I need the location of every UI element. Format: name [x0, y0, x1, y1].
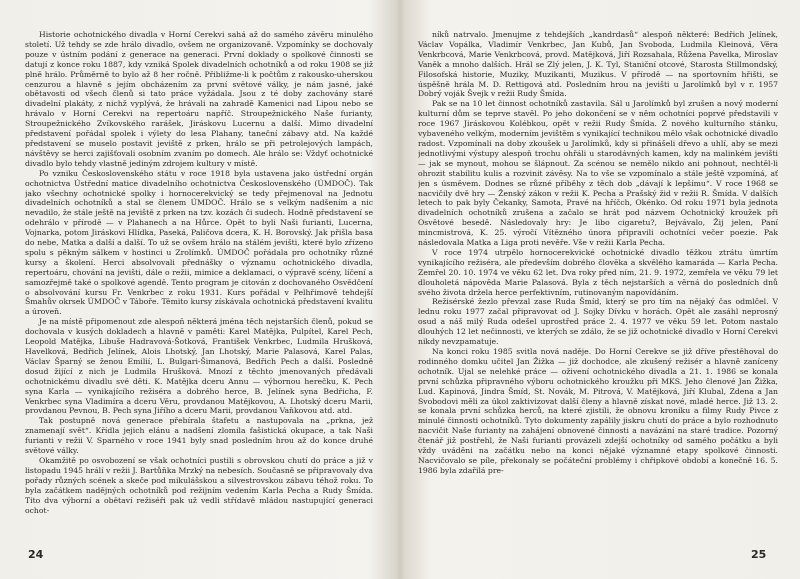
paragraph: V roce 1974 utrpělo hornocerekvické ochotnické divadlo těžkou ztrátu úmrtím vynikajícího režiséra, ale především dobrého člověka a skvělého kamaráda — Karla Pecha. Zemřel 20. 10. 1974 ve věku 62 let. Dva roky před ním, 21. 9. 1972, zemřela ve věku 79 let dlouholetá nápověda Marie Palasová. Byla z těch nejstarších a věrná do posledních dnů svého života držela herce perfektivním, rutinovaným napovídáním. — [418, 247, 778, 297]
right-page — [418, 30, 778, 550]
paragraph: Po vzniku Československého státu v roce 1918 byla ustavena jako ústřední orgán ochotnictva Ústřední matice divadelního ochotnictva Československého (ÚMDOČ). Tak jako všechny ochotnické spolky i hornocerekvický se tedy přejmenoval na Jednotu divadelních ochotníků a stal se členem ÚMDOČ. Hrálo se s velkým nadšením a nic nevadilo, že stále ještě na jeviště z prken na tzv. kozách či sudech. Hodně představení se odehrálo v přírodě — v Plahanech a na Hůrce. Opět to byli Naši furianti, Lucerna, Vojnarka, potom Jiráskovi Hlídka, Paseká, Paličova dcera, K. H. Borovský. Jak přišla basa do nebe, Matka a další a další. To už se ovšem hrálo na stálém jevišti, které bylo zřízeno spolu s pěkným sálkem v hostinci u Zrolímků. ÚMDOČ pořádala pro ochotníky různé kursy a školení. Herci absolvovali přednášky o významu ochotnického divadla, repertoáru, chování na jevišti, dále o režii, mimice a deklamaci, o výpravě scény, líčení a samozřejmě také o spolkové agendě. Tento program je citován z dochovaného Osvědčení o absolvování kursu Fr. Venkrbec z roku 1931. Kurs pořádal v Pelhřimově tehdejší Šmahův okrsek ÚMDOČ v Táboře. Těmito kursy získávala ochotnická představení kvalitu a úroveň. — [25, 168, 373, 317]
paragraph: Okamžitě po osvobození se však ochotníci pustili s obrovskou chutí do práce a již v listopadu 1945 hrálí v režii J. Bartůňka Mrzký na nebesích. Současně se připravovaly dva pořady různých scének a skeče pod mikulášskou a silvestrovskou zábavu téhož roku. To byla začátkem nadějných ochotníků pod režijním vedením Karla Pecha a Rudy Šmída. Tito dva výborní a obětaví režiséři pak už vedli střídavě mládou nastupující generaci ochot- — [25, 455, 373, 515]
paragraph: Na konci roku 1985 svitla nová naděje. Do Horní Cerekve se již dříve přestěhoval do rodinného domku učitel Jan Žižka — již dochodce, ale zkušený režisér a hlavně zaníceny ochotník. Ujal se nelehké práce — oživení ochotnického divadla a 21. 1. 1986 se konala první schůzka připravného výboru ochotnického kroužku při MKS. Jeho členové Jan Žižka, Lud. Kapinová, Jindra Šmíd, St. Novák, M. Pitrová, V. Matějková, Jiří Klubal, Zdena a Jan Svobodovi měli za úkol zaktivizovat další členy a hlavně získat nové, mladé herce. Již 13. 2. se konala první schůzka herců, na které zjistili, že obnovu kroniku a filmy Rudy Pivce z minulé činnosti ochotníků. Tyto dokumenty zapálily jiskru chutí do práce a bylo rozhodnuto nacvičit Naše furianty na zahájení obnovené činnosti a navázání na staré tradice. Pozorný čtenář již postřehl, že Naši furianti provázeli zdejší ochotníky od samého počátku a byli vždy uváděni na začátku nebo na konci nějaké významné etapy spolkové činnosti. Nacvičovalo se píle, překonaly se počáteční problémy i chřipkové období a konečně 16. 5. 1986 byla zdařilá pre- — [418, 347, 778, 475]
paragraph: Tak postupně nová generace přebírala štafetu a nastupovala na „prkna, jež znamenají svět“. Křídla jejich elánu a nadšení zlomila fašistická okupace, a tak Naši furianti v režii V. Sparného v roce 1941 byly snad posledním hrou až do konce druhé světové války. — [25, 416, 373, 456]
page-number-right: 25 — [751, 548, 767, 561]
paragraph: Je na místě připomenout zde alespoň některá jména těch nejstarších členů, pokud se dochovala v kusých dokladech a hlavně v paměti: Karel Matějka, Pulpítel, Karel Pech, Leopold Matějka, Libuše Hadravová-Šotková, František Venkrbec, Ludmila Hrušková, Havelková, Bedřich Jelínek, Alois Lhotský, Jan Lhotský, Marie Palasová, Karel Palas, Václav Šparný se ženou Emilií, L. Bulgari-Šimanová, Bedřich Pech a další. Posledně dosud žijící z nich je Ludmila Hrušková. Mnozí z těchto jmenovaných předávali ochotnickému divadlu své děti. K. Matějka dceru Annu — výbornou herečku, K. Pech syna Karla — vynikajícího režiséra a dobrého herce, B. Jelínek syna Bedřicha, F. Venkrbec syna Vladimíra a dceru Věru, provdanou Matějkovou, A. Lhotský dceru Marii, provdanou Pevnou, B. Pech syna Jiřího a dceru Marii, provdanou Vaňkovou atd. atd. — [25, 317, 373, 416]
paragraph: níků natrvalo. Jmenujme z tehdejších „kandrdasů“ alespoň některé: Bedřich Jelínek, Václav Vopálka, Vladimír Venkrbec, Jan Kubů, Jan Svoboda, Ludmila Kleinová, Věra Venkrbcová, Marie Venkrbcová, provd. Matějková, Jiří Rozsahala, Růžena Pavelka, Miroslav Vaněk a mnoho dalších. Hrál se Zlý jelen, J. K. Tyl, Staniční otcové, Starosta Stillmondský, Filosofská historie, Muziky, Muzikanti, Muzikus. V přírodě — na sportovním hřišti, se úspěšně hrála M. D. Rettigová atd. Posledním hrou na jevišti u Jarolímků byl v r. 1957 Dobrý voják Švejk v režii Rudy Šmída. — [418, 30, 778, 99]
paragraph: Režisérské žezlo převzal zase Ruda Šmíd, který se pro tím na nějaký čas odmlčel. V lednu roku 1977 začal připravovat od J. Sojky Dívku v horách. Opět ale zasáhl neprosný osud a náš milý Ruda odešel uprostřed práce 2. 4. 1977 ve věku 59 let. Potom nastalo dlouhých 12 let nečinnosti, ve kterých se zdálo, že se již ochotnické divadlo v Horní Cerekvi nikdy nevzpamatuje. — [418, 297, 778, 347]
paragraph: Historie ochotnického divadla v Horní Cerekvi sahá až do samého závěru minulého století. Už tehdy se zde hrálo divadlo, ovšem ne organizovaně. Vzpomínky se dochovaly pouze v ústním podání z generace na generaci. První doklady o spolkové činnosti se datují z konce roku 1887, kdy vzniká Spolek divadelních ochotníků a od roku 1908 se již plně hrálo. Průměrně to bylo až 8 her ročně. Přibližme-li k počtům z rakousko-uherskou cenzurou a hlavně s jejím obcházením za první světové války, je nám jasné, jaké obětavosti od všech členů si tato práce vyžádala. Jsou z té doby zachovány staré divadelní plakáty, z nichž vyplývá, že hrávali na zahradě Kamenici nad Lipou nebo se hrávalo v Horní Cerekvi na repertoáru napříč. Stroupežnického Naše furianty, Stroupežnického Zvíkovského rarášek, Jiráskovu Lucernu a další. Mimo divadelní představení pořádal spolek i výlety do lesa Plahany, taneční zábavy atd. Na každé představení se muselo postavit jeviště z prken, hrálo se při petrolejových lampách, návštěvy se herci zajišťovali osobním zvaním po domech. Ale hrálo se: Vždyť ochotnické divadlo bylo tehdy vlastně jediným zdrojem kultury v místě. — [25, 30, 373, 168]
left-page — [25, 30, 373, 550]
paragraph: Pak se na 10 let činnost ochotníků zastavila. Sál u Jarolímků byl zrušen a nový moderní kulturní dům se teprve stavěl. Po jeho dokončení se v něm ochotníci poprvé představili v roce 1967 Jiráskovou Kolébkou, opět v režii Rudy Šmída. Z nového kulturního stánku, vybaveného velkým, moderním jevištěm s vynikající technikou mělo však ochotnické divadlo radost. Vzpomínali na doby zkoušek u Jarolímků, kdy si přinášeli dřevo a uhlí, aby se mezi jednotlivými výstupy alespoň trochu ohřáli u starodávných kamen, kdy na malinkém jevišti — jak se mynout, mohou se šlápnout. Za scénou se nemělo nikdo ani pohnout, nechtěl-li ohrozit stabilitu kulis a rozvinit závěsy. Na to vše se vzpomínalo a stále ještě vzpomíná, ať jen s úsměvem. Dodnes se různé příběhy z těch dob „dávají k lepšímu“. V roce 1968 se nacvičily dvě hry — Ženský zákon v režii K. Pecha a Prašský žid v režii R. Šmída. V dalších letech to pak byly Čekanky, Samota, Pravé na hříčch, Okénko. Od roku 1971 byla jednota divadelních ochotníků zrušena a začalo se hrát pod názvem Ochotnický kroužek při Osvětové besedě. Následovaly hry: Je libo cigaretu?, Bejvávalo, Žij jelen, Paní mincmistrová, K. 25. výročí Vítězného února připravili ochotníci večer poezie. Pak následovala Matka a Liga proti nevěře. Vše v režii Karla Pecha. — [418, 99, 778, 248]
page-number-left: 24 — [28, 548, 44, 561]
